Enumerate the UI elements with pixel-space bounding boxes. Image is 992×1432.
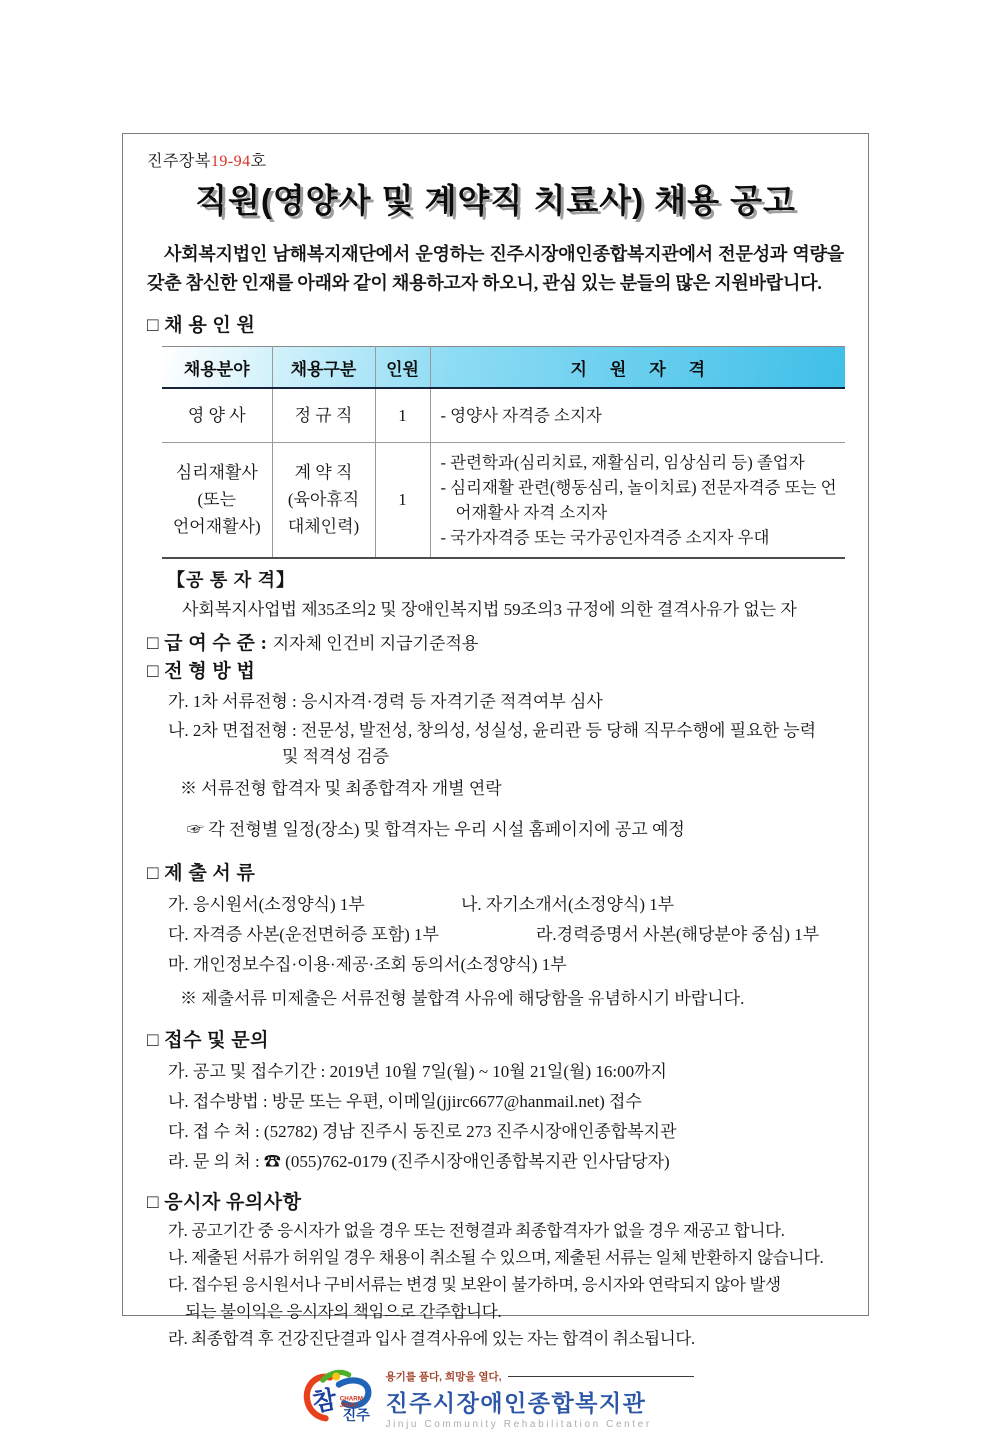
cell-field: 영 양 사: [162, 388, 272, 442]
cell-type: [272, 442, 375, 558]
cell-line: 언어재활사): [172, 517, 261, 536]
common-qualification-title: 【공 통 자 격】: [167, 569, 296, 590]
footer-tagline: 용기를 품다, 희망을 열다,: [385, 1370, 502, 1383]
qual-line: - 영양사 자격증 소지자: [440, 405, 602, 425]
method-item-1: 가. 1차 서류전형 : 응시자격·경력 등 자격기준 적격여부 심사: [168, 691, 603, 711]
salary-value: 지자체 인건비 지급기준적용: [272, 633, 479, 653]
cell-type: 정 규 직: [272, 388, 375, 442]
method-note: ※ 서류전형 합격자 및 최종합격자 개별 연락: [180, 778, 502, 798]
apply-item-4: 라. 문 의 처 : ☎ (055)762-0179 (진주시장애인종합복지관 인사담당자): [168, 1151, 670, 1171]
apply-item-2: 나. 접수방법 : 방문 또는 우편, 이메일(jjirc6677@hanmail.net) 접수: [168, 1091, 642, 1111]
col-header-field: 채용분야: [162, 347, 272, 389]
cell-count: 1: [375, 388, 430, 442]
org-name-english: Jinju Community Rehabilitation Center: [385, 1418, 652, 1430]
table-row: [162, 442, 845, 558]
cell-line: (육아휴직: [287, 490, 360, 509]
col-header-qual: 지 원 자 격: [430, 347, 845, 389]
recruit-table: [162, 346, 845, 559]
section-heading-documents: □ 제 출 서 류: [147, 862, 256, 884]
document-item-ma: 마. 개인정보수집·이용·제공·조회 동의서(소정양식) 1부: [168, 954, 567, 974]
notice-item-1: 가. 공고기간 중 응시자가 없을 경우 또는 전형결과 최종합격자가 없을 경우 재공고 합니다.: [168, 1220, 785, 1240]
method-hand-note: ☞ 각 전형별 일정(장소) 및 합격자는 우리 시설 홈페이지에 공고 예정: [187, 819, 685, 839]
footer-logo-block: [147, 1367, 844, 1432]
method-item-2: 나. 2차 면접전형 : 전문성, 발전성, 창의성, 성실성, 윤리관 등 당해 직무수행에 필요한 능력: [168, 720, 817, 740]
cell-quals: [430, 442, 845, 558]
logo-cham-text: 참: [309, 1384, 339, 1417]
logo-charm-en-text: CHARM: [339, 1395, 363, 1403]
cell-count: 1: [375, 442, 430, 558]
cell-line: 심리재활사: [175, 463, 258, 482]
qual-line: - 관련학과(심리치료, 재활심리, 임상심리 등) 졸업자: [440, 452, 805, 472]
document-item-ra: 라.경력증명서 사본(해당분야 중심) 1부: [536, 924, 820, 944]
table-header-row: [162, 347, 845, 389]
table-row: [162, 388, 845, 442]
section-heading-notice: □ 응시자 유의사항: [147, 1191, 302, 1213]
org-name-korean: 진주시장애인종합복지관: [385, 1389, 647, 1416]
cell-line: 대체인력): [287, 517, 360, 536]
qual-line: - 국가자격증 또는 국가공인자격증 소지자 우대: [440, 527, 770, 547]
col-header-count: 인원: [375, 347, 430, 389]
documents-row: [168, 922, 844, 947]
method-item-2-continued: 및 적격성 검증: [282, 746, 390, 766]
ref-number: 19-94: [210, 153, 251, 170]
document-item-ga: 가. 응시원서(소정양식) 1부: [168, 894, 365, 914]
col-header-type: 채용구분: [272, 347, 375, 389]
cell-field: [162, 442, 272, 558]
section-heading-salary: [147, 631, 844, 657]
document-page: [122, 133, 869, 1430]
doc-reference-number: [147, 148, 844, 171]
qual-line: - 심리재활 관련(행동심리, 놀이치료) 전문자격증 또는 언어재활사 자격 소지자: [440, 477, 837, 522]
page-title: 직원(영양사 및 계약직 치료사) 채용 공고: [195, 182, 796, 219]
ref-suffix: 호: [250, 153, 267, 170]
documents-row: [168, 892, 844, 917]
cell-quals: [430, 388, 845, 442]
documents-note: ※ 제출서류 미제출은 서류전형 불합격 사유에 해당함을 유념하시기 바랍니다.: [180, 988, 745, 1008]
notice-item-4: 라. 최종합격 후 건강진단결과 입사 결격사유에 있는 자는 합격이 취소됩니다.: [168, 1328, 695, 1348]
charm-jinju-logo-icon: [298, 1367, 378, 1432]
ref-prefix: 진주장복: [147, 153, 211, 170]
notice-item-2: 나. 제출된 서류가 허위일 경우 채용이 취소될 수 있으며, 제출된 서류는 일체 반환하지 않습니다.: [168, 1247, 824, 1267]
salary-label: □ 급 여 수 준 :: [147, 632, 273, 654]
apply-item-3: 다. 접 수 처 : (52782) 경남 진주시 동진로 273 진주시장애인종합복지관: [168, 1121, 677, 1141]
common-qualification-text: 사회복지사업법 제35조의2 및 장애인복지법 59조의3 규정에 의한 결격사유가 없는 자: [182, 599, 797, 619]
cell-line: (또는: [197, 490, 236, 509]
section-heading-method: □ 전 형 방 법: [147, 660, 256, 682]
intro-paragraph: 사회복지법인 남해복지재단에서 운영하는 진주시장애인종합복지관에서 전문성과 역량을 갖춘 참신한 인재를 아래와 같이 채용하고자 하오니, 관심 있는 분들의 많은 지원바랍니다.: [147, 244, 844, 293]
footer-org-text: [386, 1369, 694, 1430]
notice-item-3: 다. 접수된 응시원서나 구비서류는 변경 및 보완이 불가하며, 응시자와 연락되지 않아 발생: [168, 1274, 781, 1294]
logo-jinju-text: 진주: [341, 1407, 370, 1424]
logo-jinju-en-text: JINJU: [339, 1401, 357, 1409]
document-item-na: 나. 자기소개서(소정양식) 1부: [461, 894, 675, 914]
tagline-rule: [508, 1376, 694, 1377]
section-heading-apply: □ 접수 및 문의: [147, 1029, 269, 1051]
apply-item-1: 가. 공고 및 접수기간 : 2019년 10월 7일(월) ~ 10월 21일(월) 16:00까지: [168, 1061, 667, 1081]
section-heading-recruit: □ 채 용 인 원: [147, 315, 256, 336]
footer-tagline-row: [386, 1369, 694, 1384]
document-item-da: 다. 자격증 사본(운전면허증 포함) 1부: [168, 924, 439, 944]
notice-item-3-continued: 되는 불이익은 응시자의 책임으로 간주합니다.: [185, 1301, 502, 1321]
documents-row: [168, 952, 844, 977]
common-qualification: [147, 568, 844, 622]
cell-line: 계 약 직: [294, 463, 353, 482]
